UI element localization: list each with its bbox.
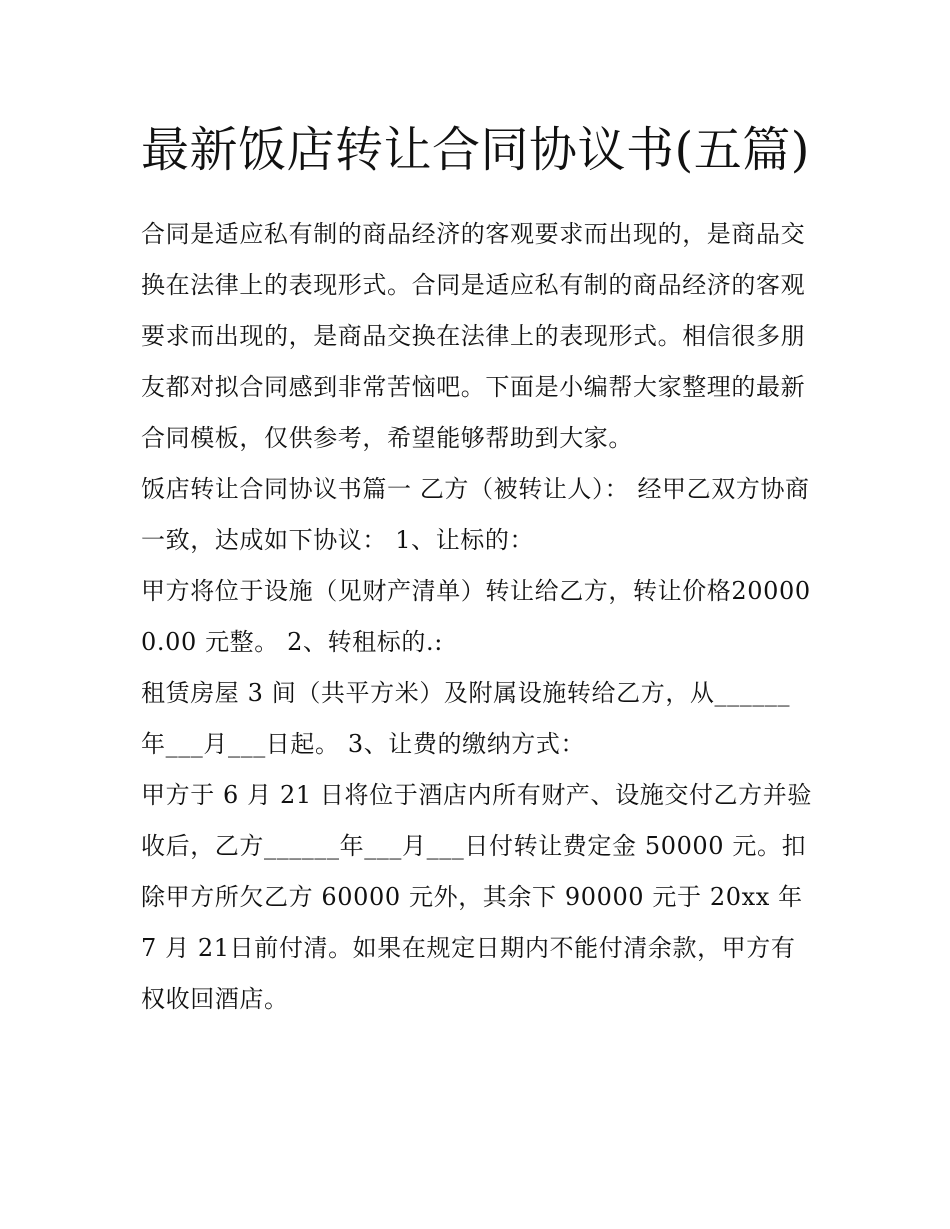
paragraph-payment-terms: 甲方于 6 月 21 日将位于酒店内所有财产、设施交付乙方并验收后，乙方______年___月___日付转让费定金 50000 元。扣除甲方所欠乙方 60000 元外，其余下 90000 元于 20xx 年 7 月 21日前付清。如果在规定日期内不能付清余款，甲方有权收回酒店。 (141, 781, 812, 1013)
paragraph-lease-premises: 租赁房屋 3 间（共平方米）及附属设施转给乙方，从______年___月___日起。 3、让费的缴纳方式： (141, 679, 791, 758)
document-body (141, 112, 813, 1025)
paragraph-intro: 合同是适应私有制的商品经济的客观要求而出现的，是商品交换在法律上的表现形式。合同是适应私有制的商品经济的客观要求而出现的，是商品交换在法律上的表现形式。相信很多朋友都对拟合同感到非常苦恼吧。下面是小编帮大家整理的最新合同模板，仅供参考，希望能够帮助到大家。 (141, 220, 806, 452)
paragraph-transfer-price: 甲方将位于设施（见财产清单）转让给乙方，转让价格200000.00 元整。 2、转租标的.: (141, 577, 811, 656)
document-title: 最新饭店转让合同协议书(五篇) (141, 122, 810, 178)
paragraph-clause-1: 饭店转让合同协议书篇一 乙方（被转让人）： 经甲乙双方协商一致，达成如下协议： 1、让标的： (141, 475, 810, 554)
